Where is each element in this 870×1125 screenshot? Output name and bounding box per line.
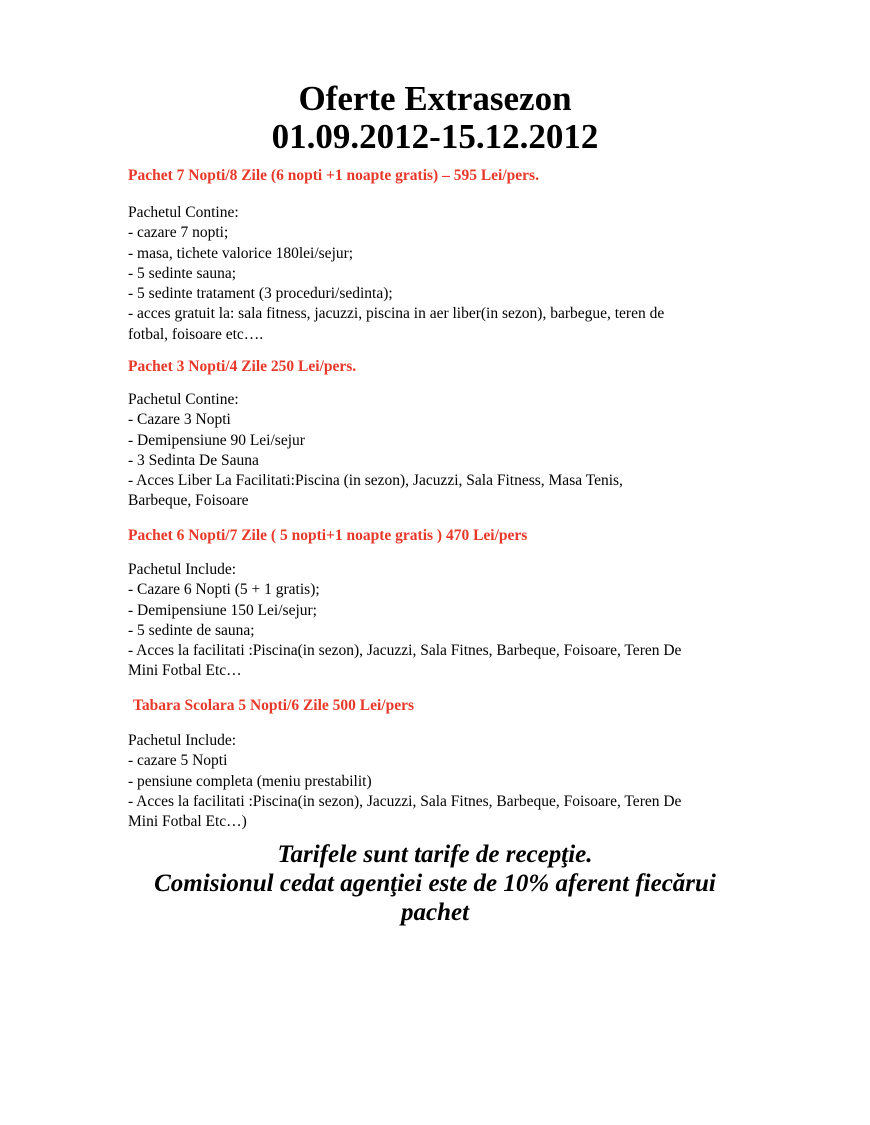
list-item: Mini Fotbal Etc… bbox=[128, 662, 242, 680]
list-item: Pachetul Include: bbox=[128, 732, 237, 749]
list-item: - Acces Liber La Facilitati:Piscina (in sezon), Jacuzzi, Sala Fitness, Masa Tenis, bbox=[128, 472, 623, 490]
section-2-list bbox=[128, 390, 753, 512]
list-item: - Demipensiune 90 Lei/sejur bbox=[128, 431, 305, 449]
list-item: - 5 sedinte sauna; bbox=[128, 264, 237, 282]
list-item: Pachetul Include: bbox=[128, 561, 237, 578]
list-item: Pachetul Contine: bbox=[128, 391, 239, 408]
list-item: - cazare 7 nopti; bbox=[128, 224, 229, 242]
footer-line-2: Comisionul cedat agenţiei este de 10% aferent fiecărui bbox=[154, 870, 716, 897]
footer-line-1: Tarifele sunt tarife de recepţie. bbox=[277, 841, 593, 868]
section-1-list bbox=[128, 203, 753, 345]
list-item: Barbeque, Foisoare bbox=[128, 492, 249, 510]
list-item: Pachetul Contine: bbox=[128, 204, 239, 221]
list-item: fotbal, foisoare etc…. bbox=[128, 325, 264, 343]
section-3-heading: Pachet 6 Nopti/7 Zile ( 5 nopti+1 noapte gratis ) 470 Lei/pers bbox=[128, 527, 528, 544]
list-item: - Acces la facilitati :Piscina(in sezon), Jacuzzi, Sala Fitnes, Barbeque, Foisoare, Teren De bbox=[128, 792, 682, 810]
list-item: - masa, tichete valorice 180lei/sejur; bbox=[128, 244, 354, 262]
section-3-list bbox=[128, 560, 753, 682]
list-item: - Demipensiune 150 Lei/sejur; bbox=[128, 601, 317, 619]
section-4-heading: Tabara Scolara 5 Nopti/6 Zile 500 Lei/pers bbox=[133, 697, 415, 714]
title-line-1: Oferte Extrasezon bbox=[298, 79, 572, 118]
footer-line-3: pachet bbox=[400, 899, 470, 926]
list-item: Mini Fotbal Etc…) bbox=[128, 813, 247, 831]
section-1-heading: Pachet 7 Nopti/8 Zile (6 nopti +1 noapte gratis) – 595 Lei/pers. bbox=[128, 167, 539, 184]
list-item: - 5 sedinte de sauna; bbox=[128, 621, 255, 639]
page-title bbox=[0, 80, 870, 156]
commission-note bbox=[0, 840, 870, 927]
list-item: - pensiune completa (meniu prestabilit) bbox=[128, 772, 372, 790]
title-line-2: 01.09.2012-15.12.2012 bbox=[271, 117, 599, 156]
list-item: - cazare 5 Nopti bbox=[128, 752, 228, 770]
section-4-list bbox=[128, 731, 753, 832]
list-item: - Cazare 3 Nopti bbox=[128, 411, 231, 429]
list-item: - Cazare 6 Nopti (5 + 1 gratis); bbox=[128, 581, 320, 599]
list-item: - acces gratuit la: sala fitness, jacuzzi, piscina in aer liber(in sezon), barbegue, teren de bbox=[128, 305, 665, 323]
list-item: - Acces la facilitati :Piscina(in sezon), Jacuzzi, Sala Fitnes, Barbeque, Foisoare, Teren De bbox=[128, 642, 682, 660]
list-item: - 5 sedinte tratament (3 proceduri/sedinta); bbox=[128, 285, 393, 303]
list-item: - 3 Sedinta De Sauna bbox=[128, 451, 259, 469]
section-2-heading: Pachet 3 Nopti/4 Zile 250 Lei/pers. bbox=[128, 358, 357, 375]
